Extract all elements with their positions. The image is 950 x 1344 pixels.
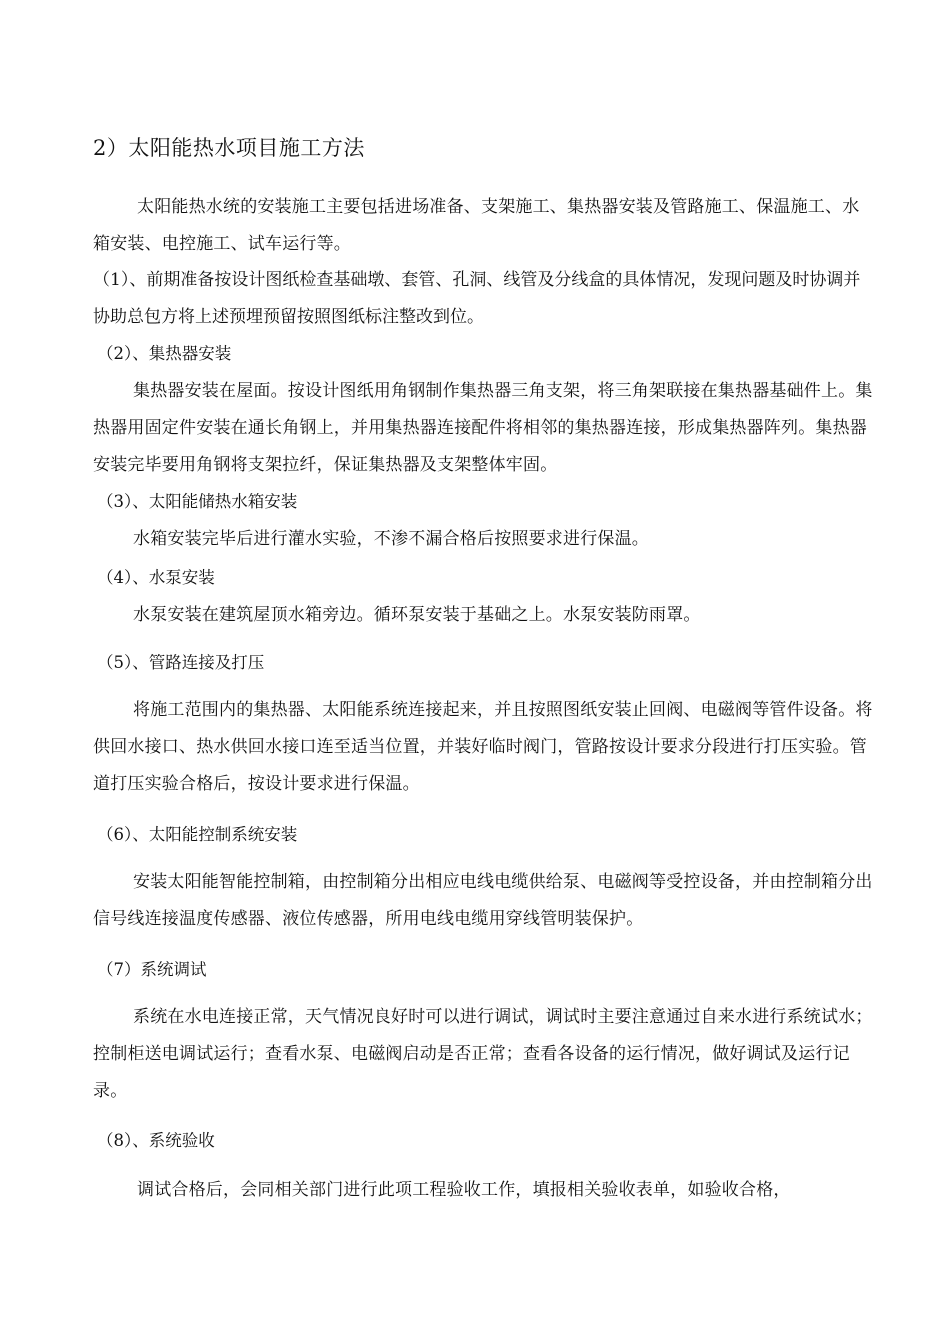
step7-title: （7）系统调试 <box>97 960 207 979</box>
step6-paragraph: 安装太阳能智能控制箱，由控制箱分出相应电线电缆供给泵、电磁阀等受控设备，并由控制箱分出信号线连接温度传感器、液位传感器，所用电线电缆用穿线管明装保护。 <box>93 872 873 929</box>
step3-paragraph: 水箱安装完毕后进行灌水实验，不渗不漏合格后按照要求进行保温。 <box>133 529 649 549</box>
step6-title: （6）、太阳能控制系统安装 <box>97 825 298 844</box>
step2-paragraph: 集热器安装在屋面。按设计图纸用角钢制作集热器三角支架，将三角架联接在集热器基础件上。集热器用固定件安装在通长角钢上，并用集热器连接配件将相邻的集热器连接，形成集热器阵列。集热器安装完毕要用角钢将支架拉纤，保证集热器及支架整体牢固。 <box>93 381 873 475</box>
step8-title: （8）、系统验收 <box>97 1131 215 1150</box>
step7-paragraph: 系统在水电连接正常，天气情况良好时可以进行调试，调试时主要注意通过自来水进行系统试水；控制柜送电调试运行；查看水泵、电磁阀启动是否正常；查看各设备的运行情况，做好调试及运行记录。 <box>93 1007 873 1101</box>
step5-paragraph: 将施工范围内的集热器、太阳能系统连接起来，并且按照图纸安装止回阀、电磁阀等管件设备。将供回水接口、热水供回水接口连至适当位置，并装好临时阀门，管路按设计要求分段进行打压实验。管道打压实验合格后，按设计要求进行保温。 <box>93 700 873 794</box>
intro-paragraph: 太阳能热水统的安装施工主要包括进场准备、支架施工、集热器安装及管路施工、保温施工、水箱安装、电控施工、试车运行等。 <box>93 197 860 254</box>
step3-title: （3）、太阳能储热水箱安装 <box>97 492 298 511</box>
section-heading: 2）太阳能热水项目施工方法 <box>93 136 365 160</box>
step8-paragraph: 调试合格后，会同相关部门进行此项工程验收工作，填报相关验收表单，如验收合格， <box>137 1180 791 1200</box>
step2-title: （2）、集热器安装 <box>97 344 232 363</box>
step4-title: （4）、水泵安装 <box>97 568 215 587</box>
step1-paragraph: （1）、前期准备按设计图纸检查基础墩、套管、孔洞、线管及分线盒的具体情况，发现问题及时协调并协助总包方将上述预埋预留按照图纸标注整改到位。 <box>93 270 861 327</box>
step5-title: （5）、管路连接及打压 <box>97 653 265 672</box>
step4-paragraph: 水泵安装在建筑屋顶水箱旁边。循环泵安装于基础之上。水泵安装防雨罩。 <box>133 605 701 625</box>
